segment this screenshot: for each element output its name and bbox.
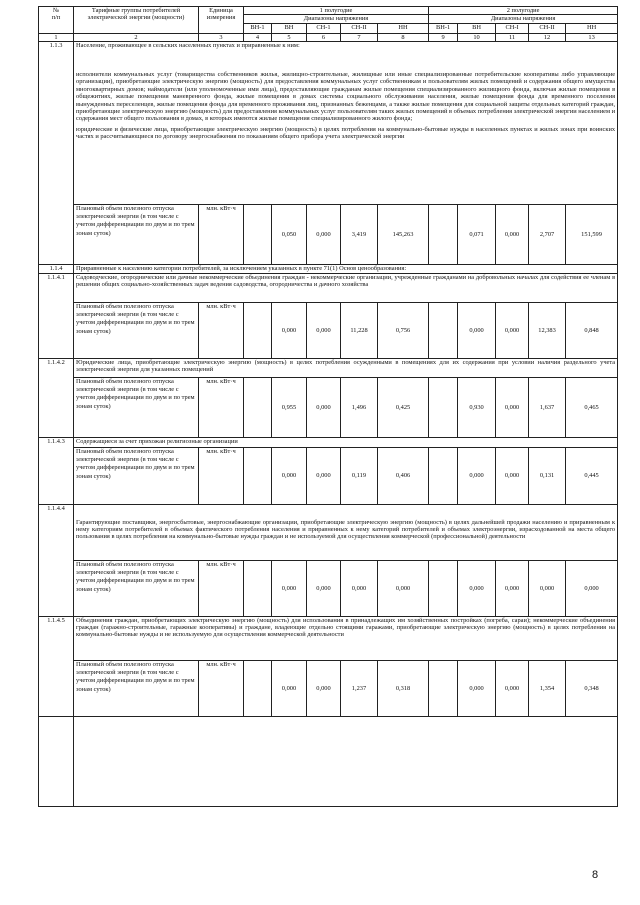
row-code: 1.1.4.3 bbox=[39, 437, 74, 504]
header-ranges-2: Диапазоны напряжения bbox=[429, 15, 618, 23]
value-cell: 0,000 bbox=[496, 377, 529, 437]
page-number: 8 bbox=[592, 869, 599, 881]
value-cell: 0,000 bbox=[458, 447, 496, 504]
unit-cell: млн. кВт·ч bbox=[199, 560, 244, 616]
col-h2: ВН bbox=[458, 23, 496, 33]
value-cell: 0,000 bbox=[272, 560, 307, 616]
value-cell: 11,228 bbox=[341, 302, 378, 358]
col-h2: ВН-1 bbox=[429, 23, 458, 33]
index-cell: 7 bbox=[341, 33, 378, 41]
row-code: 1.1.4.5 bbox=[39, 616, 74, 716]
index-row bbox=[39, 33, 618, 41]
value-cell: 0,000 bbox=[341, 560, 378, 616]
value-cell: 0,955 bbox=[272, 377, 307, 437]
index-cell: 2 bbox=[74, 33, 199, 41]
value-cell bbox=[244, 660, 272, 716]
data-row bbox=[39, 204, 618, 264]
col-h1: СН-1 bbox=[307, 23, 341, 33]
value-cell: 0,000 bbox=[496, 447, 529, 504]
header-half1: 1 полугодие bbox=[244, 7, 429, 15]
data-row bbox=[39, 447, 618, 504]
value-cell: 0,000 bbox=[566, 560, 618, 616]
value-cell: 0,000 bbox=[496, 660, 529, 716]
empty-cell bbox=[39, 716, 74, 806]
col-h1: СН-II bbox=[341, 23, 378, 33]
value-cell: 151,599 bbox=[566, 204, 618, 264]
value-cell: 0,000 bbox=[307, 560, 341, 616]
value-cell bbox=[429, 660, 458, 716]
section-1-1-4-1-row bbox=[39, 273, 618, 302]
value-cell: 0,000 bbox=[272, 660, 307, 716]
value-cell: 0,119 bbox=[341, 447, 378, 504]
col-h1: ВН bbox=[272, 23, 307, 33]
section-description: Юридические лица, приобретающие электрическую энергию (мощность) в целях потребления осужденными в помещениях для их содержания при условии наличия раздельного учета электрической энергии для указанных помещений bbox=[74, 358, 618, 377]
value-cell bbox=[429, 377, 458, 437]
value-cell: 1,237 bbox=[341, 660, 378, 716]
col-h2: СН-I bbox=[496, 23, 529, 33]
value-cell: 0,000 bbox=[529, 560, 566, 616]
section-description: Объединения граждан, приобретающих электрическую энергию (мощность) для использования в принадлежащих им хозяйственных постройках (погреба, сараи); некоммерческие объединения граждан (гаражно-строительные, гаражные кооперативы) и граждане, владеющие отдельно стоящими гаражами, приобретающие электрическую энергию (мощность) в целях потребления на коммунально-бытовые нужды и не используемую для осуществления коммерческой деятельности bbox=[74, 616, 618, 660]
section-description: Содержащиеся за счет прихожан религиозные организации bbox=[74, 437, 618, 447]
row-label: Плановый объем полезного отпуска электрической энергии (в том числе с учетом дифференциации по двум и по трем зонам суток) bbox=[74, 302, 199, 358]
value-cell: 0,425 bbox=[378, 377, 429, 437]
section-1-1-4-3-row bbox=[39, 437, 618, 447]
value-cell: 0,848 bbox=[566, 302, 618, 358]
value-cell: 0,465 bbox=[566, 377, 618, 437]
value-cell bbox=[244, 204, 272, 264]
row-label: Плановый объем полезного отпуска электрической энергии (в том числе с учетом дифференциации по двум и по трем зонам суток) bbox=[74, 377, 199, 437]
value-cell: 1,496 bbox=[341, 377, 378, 437]
unit-cell: млн. кВт·ч bbox=[199, 302, 244, 358]
index-cell: 1 bbox=[39, 33, 74, 41]
value-cell: 0,000 bbox=[458, 302, 496, 358]
unit-cell: млн. кВт·ч bbox=[199, 447, 244, 504]
row-code: 1.1.3 bbox=[39, 41, 74, 264]
unit-cell: млн. кВт·ч bbox=[199, 377, 244, 437]
index-cell: 4 bbox=[244, 33, 272, 41]
index-cell: 9 bbox=[429, 33, 458, 41]
index-cell: 8 bbox=[378, 33, 429, 41]
tariff-table bbox=[38, 6, 618, 807]
data-row bbox=[39, 660, 618, 716]
section-description: Гарантирующие поставщики, энергосбытовые, энергоснабжающие организации, приобретающие электрическую энергию (мощность) в целях дальнейшей продажи населению и приравненным к нему категориям потребителей в объемах фактического потребления населения и приравненных к нему категорий потребителей и объемах электроэнергии, израсходованной на места общего пользования в целях потребления на коммунально-бытовые нужды граждан и не используемой для осуществления коммерческой (профессиональной) деятельности bbox=[74, 504, 618, 560]
empty-row bbox=[39, 716, 618, 806]
row-code: 1.1.4.2 bbox=[39, 358, 74, 437]
row-code: 1.1.4.4 bbox=[39, 504, 74, 616]
value-cell: 145,263 bbox=[378, 204, 429, 264]
value-cell: 0,000 bbox=[307, 377, 341, 437]
data-row bbox=[39, 377, 618, 437]
value-cell: 0,050 bbox=[272, 204, 307, 264]
value-cell: 0,000 bbox=[378, 560, 429, 616]
value-cell: 1,354 bbox=[529, 660, 566, 716]
value-cell bbox=[244, 377, 272, 437]
section-description: Садоводческие, огороднические или дачные некоммерческие объединения граждан - некоммерческие организации, учрежденные гражданами на добровольных началах для содействия ее членам в решении общих социально-хозяйственных задач ведения садоводства, огородничества и дачного хозяйства bbox=[74, 273, 618, 302]
row-label: Плановый объем полезного отпуска электрической энергии (в том числе с учетом дифференциации по двум и по трем зонам суток) bbox=[74, 204, 199, 264]
value-cell: 0,000 bbox=[307, 447, 341, 504]
value-cell: 0,000 bbox=[272, 447, 307, 504]
row-label: Плановый объем полезного отпуска электрической энергии (в том числе с учетом дифференциации по двум и по трем зонам суток) bbox=[74, 560, 199, 616]
value-cell: 3,419 bbox=[341, 204, 378, 264]
index-cell: 6 bbox=[307, 33, 341, 41]
value-cell: 0,000 bbox=[496, 204, 529, 264]
value-cell: 0,071 bbox=[458, 204, 496, 264]
value-cell: 0,000 bbox=[307, 302, 341, 358]
row-code: 1.1.4.1 bbox=[39, 273, 74, 358]
value-cell: 0,406 bbox=[378, 447, 429, 504]
value-cell: 0,930 bbox=[458, 377, 496, 437]
index-cell: 3 bbox=[199, 33, 244, 41]
value-cell: 1,637 bbox=[529, 377, 566, 437]
value-cell bbox=[429, 204, 458, 264]
col-h1: ВН-1 bbox=[244, 23, 272, 33]
row-label: Плановый объем полезного отпуска электрической энергии (в том числе с учетом дифференциации по двум и по трем зонам суток) bbox=[74, 660, 199, 716]
row-code: 1.1.4 bbox=[39, 264, 74, 273]
section-description: Приравненные к населению категории потребителей, за исключением указанных в пункте 71(1) Основ ценообразования: bbox=[74, 264, 618, 273]
header-num: № п/п bbox=[39, 7, 74, 34]
header-unit: Единица измерения bbox=[199, 7, 244, 34]
description-paragraph: Население, проживающее в сельских населенных пунктах и приравненные к ним: bbox=[76, 41, 300, 49]
value-cell: 0,445 bbox=[566, 447, 618, 504]
value-cell bbox=[244, 302, 272, 358]
data-row bbox=[39, 560, 618, 616]
unit-cell: млн. кВт·ч bbox=[199, 204, 244, 264]
col-h2: СН-II bbox=[529, 23, 566, 33]
empty-cell bbox=[74, 716, 618, 806]
data-row bbox=[39, 302, 618, 358]
header-row-1 bbox=[39, 7, 618, 15]
index-cell: 10 bbox=[458, 33, 496, 41]
row-label: Плановый объем полезного отпуска электрической энергии (в том числе с учетом дифференциации по двум и по трем зонам суток) bbox=[74, 447, 199, 504]
header-group: Тарифные группы потребителей электрической энергии (мощности) bbox=[74, 7, 199, 34]
section-1-1-4-row bbox=[39, 264, 618, 273]
value-cell bbox=[429, 447, 458, 504]
value-cell bbox=[429, 302, 458, 358]
value-cell: 2,707 bbox=[529, 204, 566, 264]
section-1-1-4-4-row bbox=[39, 504, 618, 560]
unit-cell: млн. кВт·ч bbox=[199, 660, 244, 716]
section-1-1-4-5-row bbox=[39, 616, 618, 660]
value-cell: 0,756 bbox=[378, 302, 429, 358]
value-cell: 0,000 bbox=[496, 302, 529, 358]
header-half2: 2 полугодие bbox=[429, 7, 618, 15]
value-cell: 0,000 bbox=[307, 660, 341, 716]
value-cell bbox=[244, 447, 272, 504]
value-cell: 12,383 bbox=[529, 302, 566, 358]
value-cell bbox=[244, 560, 272, 616]
value-cell: 0,318 bbox=[378, 660, 429, 716]
description-paragraph: юридические и физические лица, приобретающие электрическую энергию (мощность) в целях потребления на коммунально-бытовые нужды в населенных пунктах и жилых зонах при воинских частях и рассчитывающиеся по договору энергоснабжения по показаниям общего прибора учета электрической энергии bbox=[76, 125, 616, 140]
value-cell: 0,000 bbox=[458, 660, 496, 716]
value-cell: 0,000 bbox=[458, 560, 496, 616]
value-cell: 0,000 bbox=[307, 204, 341, 264]
col-h1: НН bbox=[378, 23, 429, 33]
value-cell: 0,131 bbox=[529, 447, 566, 504]
value-cell: 0,000 bbox=[496, 560, 529, 616]
index-cell: 5 bbox=[272, 33, 307, 41]
section-1-1-4-2-row bbox=[39, 358, 618, 377]
value-cell: 0,348 bbox=[566, 660, 618, 716]
index-cell: 13 bbox=[566, 33, 618, 41]
section-description bbox=[74, 41, 618, 204]
index-cell: 11 bbox=[496, 33, 529, 41]
section-1-1-3-row bbox=[39, 41, 618, 204]
value-cell: 0,000 bbox=[272, 302, 307, 358]
index-cell: 12 bbox=[529, 33, 566, 41]
col-h2: НН bbox=[566, 23, 618, 33]
value-cell bbox=[429, 560, 458, 616]
header-ranges-1: Диапазоны напряжения bbox=[244, 15, 429, 23]
description-paragraph: исполнители коммунальных услуг (товарищества собственников жилья, жилищно-строительные, жилищные или иные специализированные потребительские кооперативы либо управляющие организации), приобретающие электрическую энергию (мощность) для предоставления коммунальных услуг собственникам и пользователям жилых помещений и содержания общего имущества многоквартирных домов; наймодатели (или уполномоченные ими лица), предоставляющие гражданам жилые помещения специализированного жилищного фонда, включая жилые помещения в общежитиях, жилые помещения маневренного фонда, жилые помещения в домах системы социального обслуживания населения, жилые помещения фонда для временного поселения вынужденных переселенцев, жилые помещения фонда для временного проживания лиц, признанных беженцами, а также жилые помещения для социальной защиты отдельных категорий граждан, приобретающие электрическую энергию (мощность) для предоставления коммунальных услуг пользователям таких жилых помещений в объемах потребления электрической энергии населением и содержания мест общего пользования в домах, в которых имеются жилые помещения специализированного жилого фонда; bbox=[76, 71, 616, 123]
